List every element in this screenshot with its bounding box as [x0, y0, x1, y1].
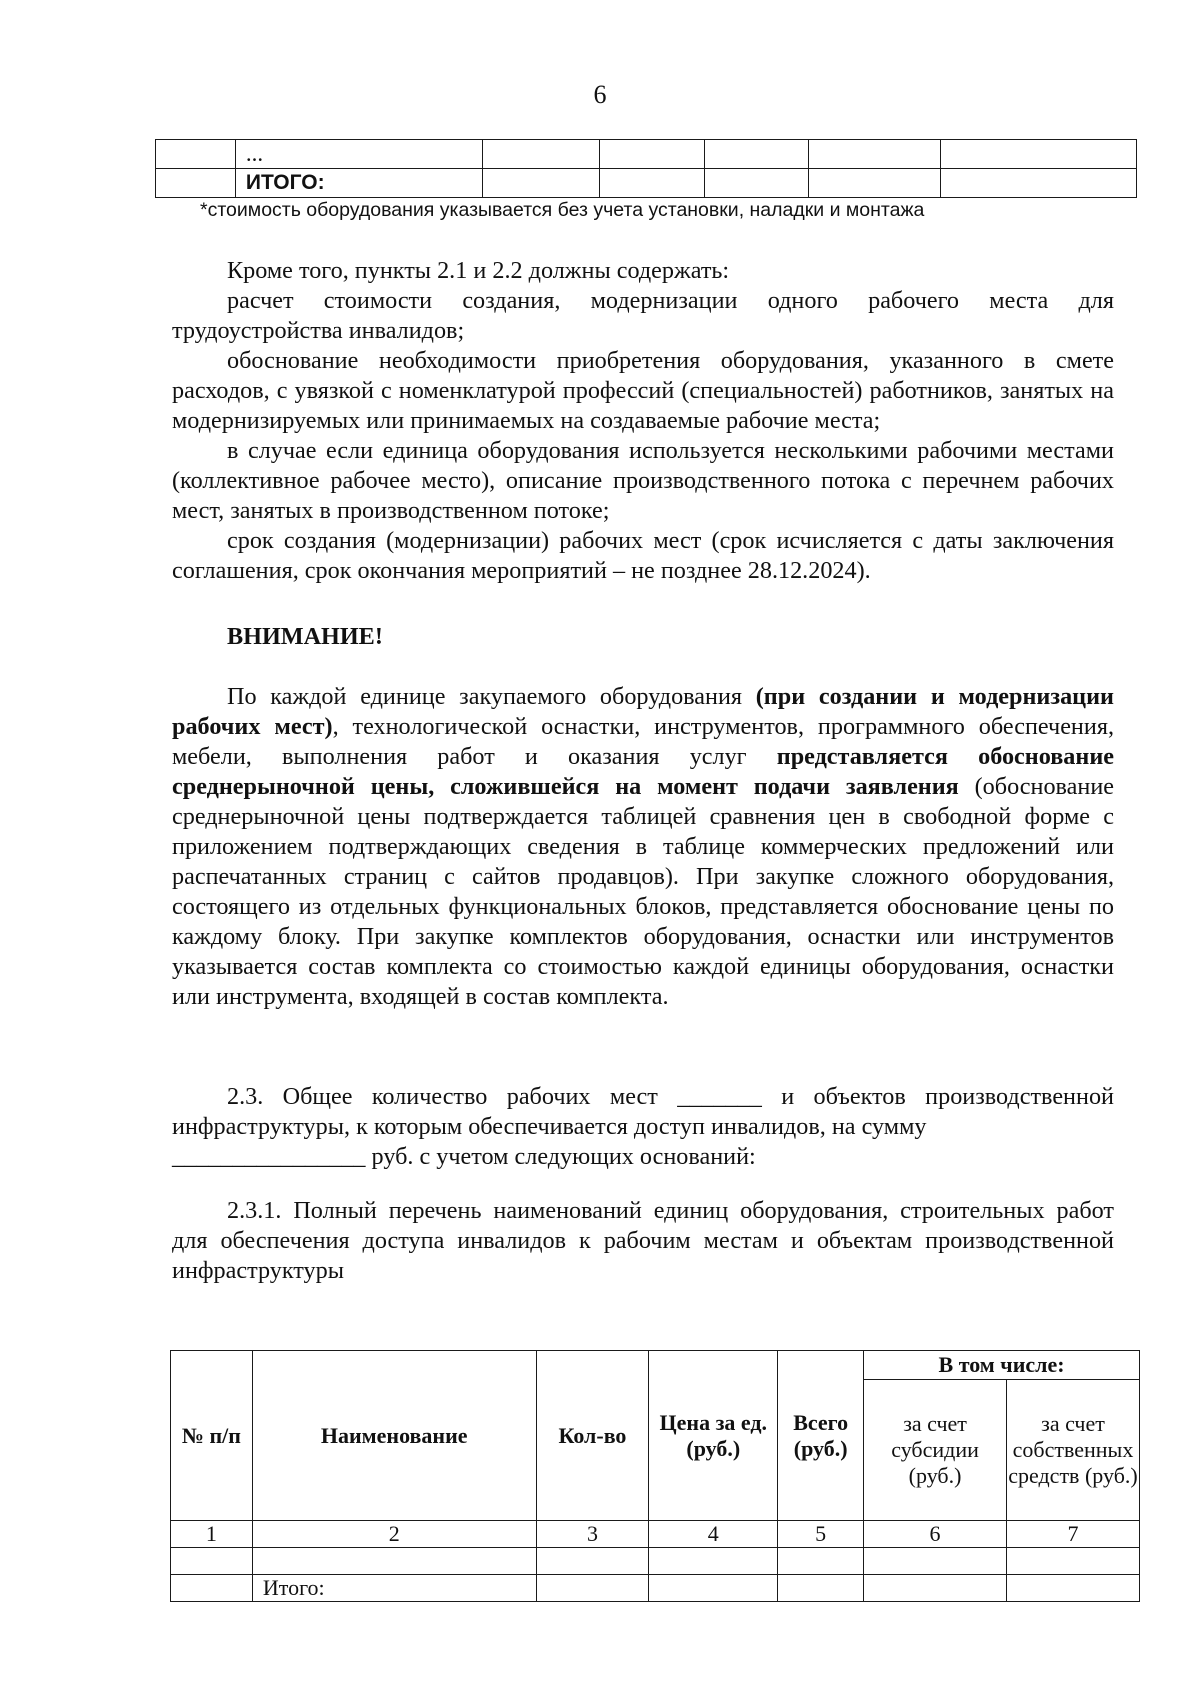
col-number: 1	[171, 1521, 253, 1548]
section-2-3-1-text: 2.3.1. Полный перечень наименований единиц оборудования, строительных работ для обеспечения доступа инвалидов к рабочим местам и объектам производственной инфраструктуры	[172, 1197, 1114, 1284]
attention-heading-block	[172, 622, 1114, 652]
table-header-row	[171, 1351, 1140, 1380]
footnote: *стоимость оборудования указывается без учета установки, наладки и монтажа	[200, 199, 925, 221]
attention-bold-text: представляется обоснование среднерыночной цены, сложившейся на момент подачи заявления	[172, 743, 1114, 800]
header-name: Наименование	[252, 1351, 536, 1521]
header-total: Всего (руб.)	[778, 1351, 864, 1521]
requirement-item: срок создания (модернизации) рабочих мест (срок исчисляется с даты заключения соглашения, срок окончания мероприятий – не позднее 28.12.2024).	[172, 527, 1114, 584]
header-price: Цена за ед. (руб.)	[649, 1351, 778, 1521]
page-number: 6	[593, 80, 607, 109]
header-own: за счет собственных средств (руб.)	[1006, 1380, 1139, 1521]
header-incl: В том числе:	[864, 1351, 1140, 1380]
requirements-intro: Кроме того, пункты 2.1 и 2.2 должны содержать:	[227, 257, 730, 284]
section-2-3-text: 2.3. Общее количество рабочих мест _______ и объектов производственной инфраструктуры, к которым обеспечивается доступ инвалидов, на сумму	[172, 1083, 1114, 1140]
total-label: ИТОГО:	[235, 169, 482, 198]
attention-text: По каждой единице закупаемого оборудования	[227, 683, 756, 710]
col-number: 6	[864, 1521, 1007, 1548]
equipment-table	[170, 1350, 1140, 1602]
table-row	[171, 1575, 1140, 1602]
requirement-item: обоснование необходимости приобретения оборудования, указанного в смете расходов, с увязкой с номенклатурой профессий (специальностей) работников, занятых на модернизируемых или принимаемых на создаваемые рабочие места;	[172, 347, 1114, 434]
total-label: Итого:	[252, 1575, 536, 1602]
continued-table	[155, 139, 1137, 198]
header-qty: Кол-во	[536, 1351, 649, 1521]
col-number: 2	[252, 1521, 536, 1548]
section-2-3-1	[172, 1196, 1114, 1286]
ellipsis-cell: ...	[235, 140, 482, 169]
attention-text: (обоснование среднерыночной цены подтверждается таблицей сравнения цен в свободной форме с приложением подтверждающих сведения в таблице коммерческих предложений или распечатанных страниц с сайтов продавцов). При закупке сложного оборудования, состоящего из отдельных функциональных блоков, представляется обоснование цены по каждому блоку. При закупке комплектов оборудования, оснастки или инструментов указывается состав комплекта со стоимостью каждой единицы оборудования, оснастки или инструмента, входящей в состав комплекта.	[172, 773, 1114, 1010]
requirement-item: расчет стоимости создания, модернизации одного рабочего места для трудоустройства инвалидов;	[172, 287, 1114, 344]
col-number: 7	[1006, 1521, 1139, 1548]
attention-paragraph	[172, 682, 1114, 1012]
table-row	[156, 140, 1137, 169]
header-subsidy: за счет субсидии (руб.)	[864, 1380, 1007, 1521]
table-row	[171, 1521, 1140, 1548]
attention-text: , технологической оснастки, инструментов, программного обеспечения, мебели, выполнения работ и оказания услуг	[172, 713, 1114, 770]
section-2-3	[172, 1082, 1114, 1172]
col-number: 5	[778, 1521, 864, 1548]
table-row	[156, 169, 1137, 198]
section-2-3-text: ________________ руб. с учетом следующих оснований:	[172, 1143, 756, 1170]
requirements-section	[172, 256, 1114, 586]
attention-heading: ВНИМАНИЕ!	[227, 623, 383, 650]
requirement-item: в случае если единица оборудования используется несколькими рабочими местами (коллективное рабочее место), описание производственного потока с перечнем рабочих мест, занятых в производственном потоке;	[172, 437, 1114, 524]
col-number: 3	[536, 1521, 649, 1548]
attention-bold-text: (при создании и модернизации рабочих мест)	[172, 683, 1114, 740]
col-number: 4	[649, 1521, 778, 1548]
table-row	[171, 1548, 1140, 1575]
header-num: № п/п	[171, 1351, 253, 1521]
